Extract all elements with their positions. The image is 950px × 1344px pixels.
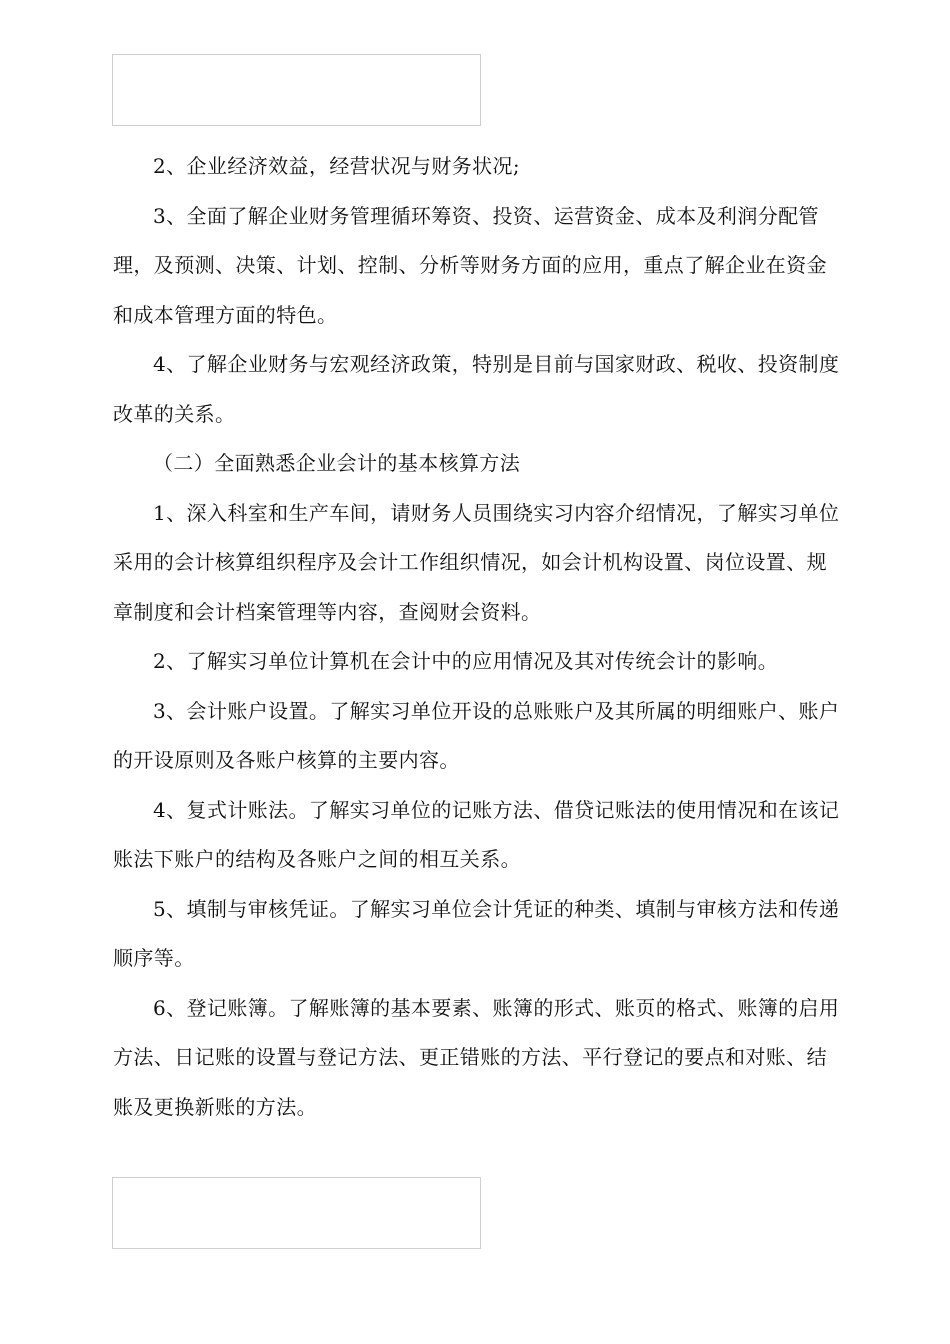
header-frame	[112, 54, 481, 126]
footer-frame	[112, 1177, 481, 1249]
paragraph: 1、深入科室和生产车间，请财务人员围绕实习内容介绍情况，了解实习单位采用的会计核算组织程序及会计工作组织情况，如会计机构设置、岗位设置、规章制度和会计档案管理等内容，查阅财会资料。	[113, 500, 840, 624]
paragraph: 2、企业经济效益，经营状况与财务状况;	[153, 154, 521, 178]
paragraph: 4、了解企业财务与宏观经济政策，特别是目前与国家财政、税收、投资制度改革的关系。	[113, 352, 840, 426]
paragraph: 3、会计账户设置。了解实习单位开设的总账账户及其所属的明细账户、账户的开设原则及各账户核算的主要内容。	[113, 698, 840, 772]
paragraph: 5、填制与审核凭证。了解实习单位会计凭证的种类、填制与审核方法和传递顺序等。	[113, 896, 840, 970]
paragraph: 3、全面了解企业财务管理循环筹资、投资、运营资金、成本及利润分配管理，及预测、决策、计划、控制、分析等财务方面的应用，重点了解企业在资金和成本管理方面的特色。	[113, 203, 827, 327]
document-body	[113, 142, 843, 1132]
paragraph: 6、登记账簿。了解账簿的基本要素、账簿的形式、账页的格式、账簿的启用方法、日记账的设置与登记方法、更正错账的方法、平行登记的要点和对账、结账及更换新账的方法。	[113, 995, 840, 1119]
section-heading: （二）全面熟悉企业会计的基本核算方法	[153, 451, 521, 475]
paragraph: 2、了解实习单位计算机在会计中的应用情况及其对传统会计的影响。	[153, 649, 779, 673]
paragraph: 4、复式计账法。了解实习单位的记账方法、借贷记账法的使用情况和在该记账法下账户的结构及各账户之间的相互关系。	[113, 797, 840, 871]
